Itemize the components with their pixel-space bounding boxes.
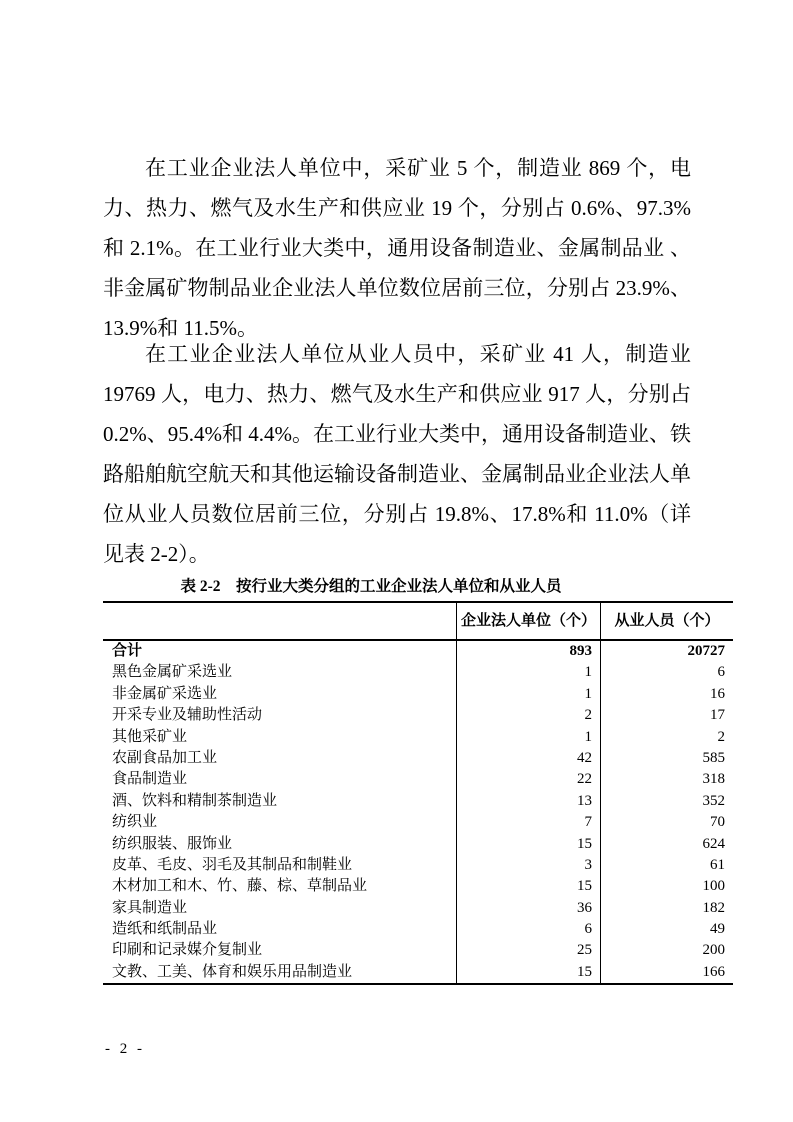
legal-units-value: 15 (456, 876, 600, 897)
table-row (103, 662, 733, 683)
employees-value: 16 (600, 684, 733, 705)
legal-units-value: 42 (456, 748, 600, 769)
employees-value: 49 (600, 919, 733, 940)
employees-value: 70 (600, 812, 733, 833)
employees-value: 352 (600, 791, 733, 812)
employees-value: 200 (600, 940, 733, 961)
industry-name: 纺织服装、服饰业 (112, 835, 233, 852)
table-row (103, 919, 733, 940)
legal-units-value: 22 (456, 769, 600, 790)
legal-units-value: 2 (456, 705, 600, 726)
employees-value: 61 (600, 855, 733, 876)
table-row (103, 727, 733, 748)
employees-value: 182 (600, 898, 733, 919)
industry-name: 造纸和纸制品业 (112, 921, 218, 938)
table-row (103, 855, 733, 876)
table-row (103, 940, 733, 961)
paragraph-industrial-units: 在工业企业法人单位中，采矿业 5 个，制造业 869 个，电力、热力、燃气及水生产和供应业 19 个，分别占 0.6%、97.3%和 2.1%。在工业行业大类中，通用设备制造业、金属制品业 、非金属矿物制品业企业法人单位数位居前三位，分别占 23.9%、13.9%和 11.5%。 (103, 156, 691, 340)
industry-name: 农副食品加工业 (112, 749, 218, 766)
table-row (103, 898, 733, 919)
table-row (103, 962, 733, 983)
body-text (103, 148, 691, 574)
legal-units-value: 3 (456, 855, 600, 876)
employees-value: 166 (600, 962, 733, 983)
table-row (103, 705, 733, 726)
industry-name: 合计 (112, 643, 143, 659)
employees-value: 624 (600, 834, 733, 855)
table-row (103, 791, 733, 812)
column-header-employees: 从业人员（个） (600, 603, 733, 639)
industry-table (103, 601, 733, 985)
legal-units-value: 6 (456, 919, 600, 940)
industry-name: 皮革、毛皮、羽毛及其制品和制鞋业 (112, 856, 353, 873)
industry-name: 非金属矿采选业 (112, 685, 218, 702)
employees-value: 2 (600, 727, 733, 748)
industry-name: 食品制造业 (112, 771, 188, 788)
employees-value: 318 (600, 769, 733, 790)
column-header-industry (103, 603, 456, 639)
legal-units-value: 15 (456, 962, 600, 983)
table-row (103, 748, 733, 769)
table-row (103, 684, 733, 705)
legal-units-value: 7 (456, 812, 600, 833)
table-row (103, 876, 733, 897)
industry-name: 文教、工美、体育和娱乐用品制造业 (112, 963, 353, 980)
legal-units-value: 13 (456, 791, 600, 812)
industry-name: 印刷和记录媒介复制业 (112, 942, 263, 959)
table-body (103, 641, 733, 985)
table-row (103, 812, 733, 833)
employees-value: 100 (600, 876, 733, 897)
legal-units-value: 1 (456, 727, 600, 748)
industry-name: 纺织业 (112, 814, 158, 831)
industry-name: 木材加工和木、竹、藤、棕、草制品业 (112, 878, 368, 895)
industry-name: 黑色金属矿采选业 (112, 664, 233, 681)
industry-name: 酒、饮料和精制茶制造业 (112, 792, 278, 809)
legal-units-value: 1 (456, 662, 600, 683)
legal-units-value: 15 (456, 834, 600, 855)
legal-units-value: 36 (456, 898, 600, 919)
legal-units-value: 1 (456, 684, 600, 705)
table-row (103, 769, 733, 790)
page-number: - 2 - (105, 1041, 145, 1057)
industry-name: 开采专业及辅助性活动 (112, 707, 263, 724)
legal-units-value: 893 (456, 641, 600, 662)
table-title: 表 2-2 按行业大类分组的工业企业法人单位和从业人员 (180, 578, 562, 595)
employees-value: 585 (600, 748, 733, 769)
table-header-row (103, 601, 733, 641)
employees-value: 6 (600, 662, 733, 683)
table-row (103, 834, 733, 855)
paragraph-industrial-employees: 在工业企业法人单位从业人员中，采矿业 41 人，制造业 19769 人，电力、热力、燃气及水生产和供应业 917 人，分别占 0.2%、95.4%和 4.4%。在工业行业大类中，通用设备制造业、铁路船舶航空航天和其他运输设备制造业、金属制品业企业法人单位从业人员数位居前三位，分别占 19.8%、17.8%和 11.0%（详见表 2-2）。 (103, 342, 691, 566)
legal-units-value: 25 (456, 940, 600, 961)
employees-value: 20727 (600, 641, 733, 662)
industry-name: 其他采矿业 (112, 728, 188, 745)
table-row-total (103, 641, 733, 662)
industry-name: 家具制造业 (112, 899, 188, 916)
employees-value: 17 (600, 705, 733, 726)
column-header-legal-units: 企业法人单位（个） (456, 603, 600, 639)
